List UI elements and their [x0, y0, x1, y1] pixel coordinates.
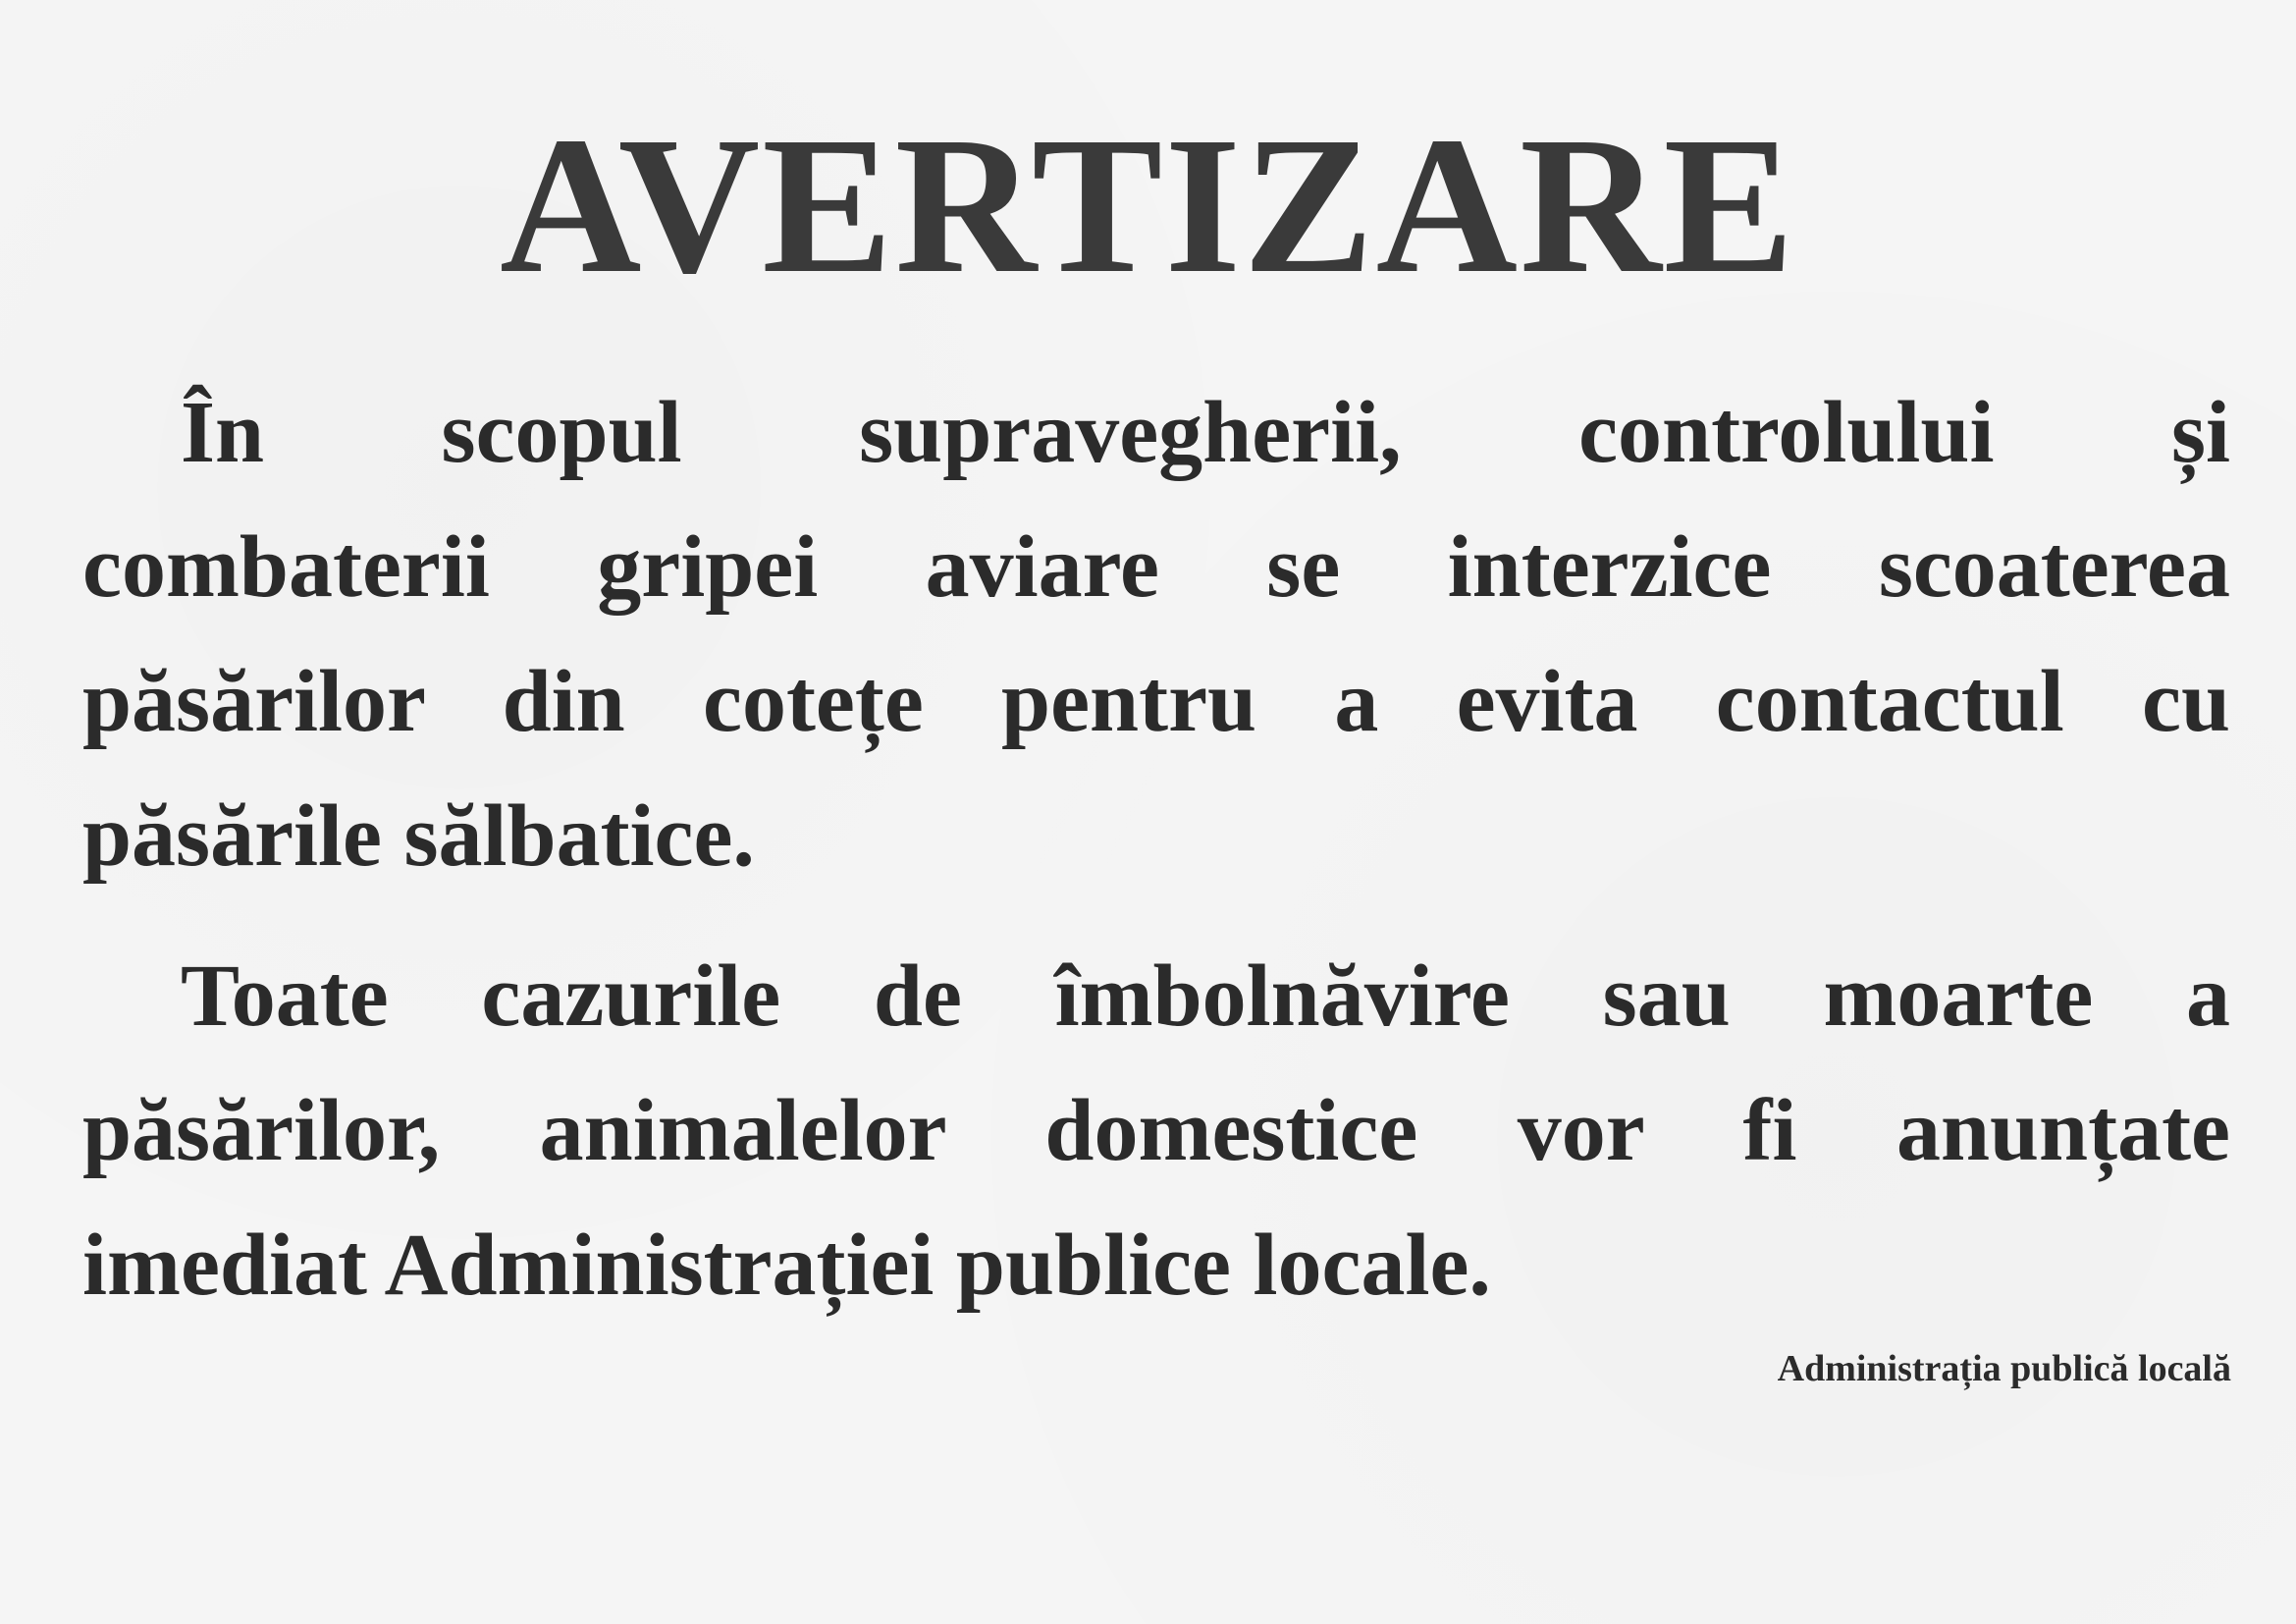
- paragraph-line: În scopul supravegherii, controlului și: [181, 384, 2230, 481]
- paragraph-reporting: [82, 929, 2230, 1332]
- notice-title: AVERTIZARE: [500, 97, 1796, 314]
- paragraph-prohibition: [82, 365, 2230, 903]
- paragraph-line: păsărilor, animalelor domestice vor fi anunțate: [82, 1082, 2230, 1179]
- paragraph-line: Toate cazurile de îmbolnăvire sau moarte a: [181, 947, 2230, 1045]
- paragraph-line: păsările sălbatice.: [82, 787, 755, 885]
- signature: Administrația publică locală: [1777, 1348, 2231, 1389]
- paragraph-line: combaterii gripei aviare se interzice scoaterea: [82, 518, 2230, 616]
- paragraph-line: imediat Administrației publice locale.: [82, 1217, 1491, 1314]
- paragraph-line: păsărilor din cotețe pentru a evita contactul cu: [82, 653, 2230, 750]
